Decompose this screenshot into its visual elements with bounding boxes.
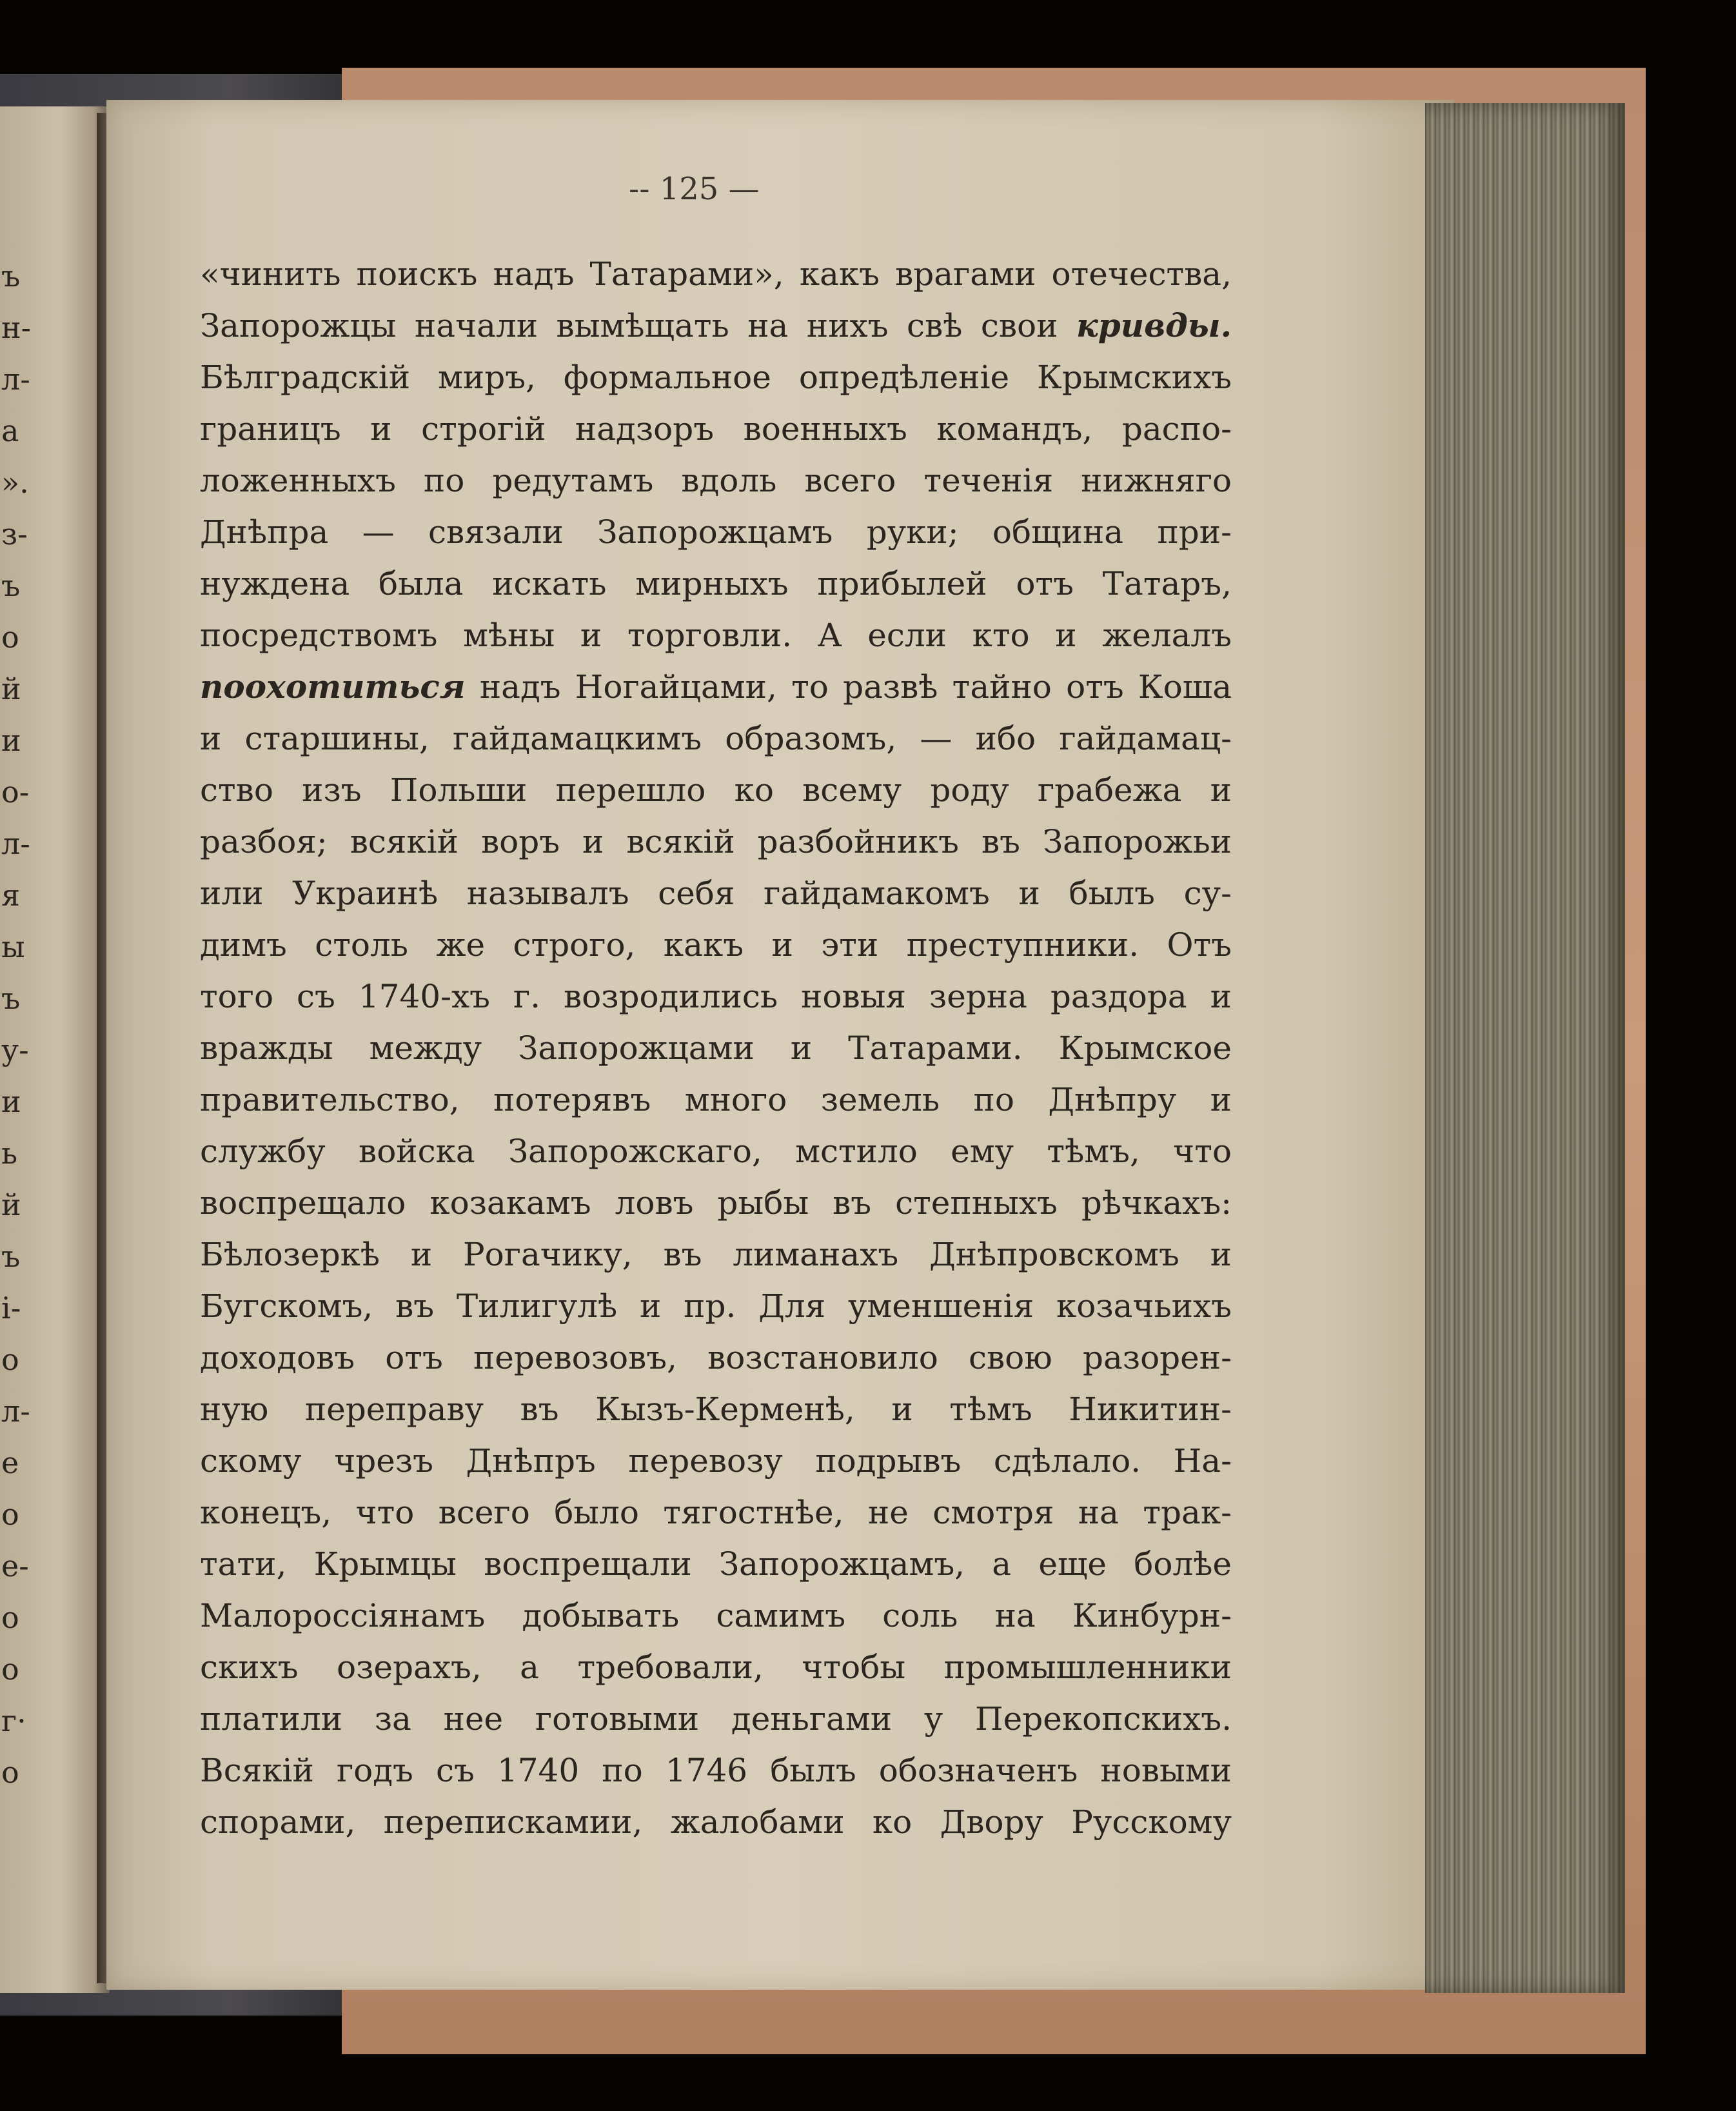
text-line: спорами, перепискамии, жалобами ко Двору Русскому bbox=[200, 1803, 1232, 1841]
left-page-char: ь bbox=[1, 1136, 18, 1171]
text-line: границъ и строгій надзоръ военныхъ командъ, распо- bbox=[200, 410, 1232, 448]
text-line: воспрещало козакамъ ловъ рыбы въ степныхъ рѣчкахъ: bbox=[200, 1184, 1232, 1222]
text-line: Запорожцы начали вымѣщать на нихъ свѣ свои кривды. bbox=[200, 306, 1232, 344]
left-page-char: о- bbox=[1, 775, 30, 809]
left-page-char: й bbox=[1, 671, 21, 706]
left-page-char: з- bbox=[1, 517, 28, 551]
text-line: разбоя; всякій воръ и всякій разбойникъ въ Запорожьи bbox=[200, 823, 1232, 860]
left-page-char: л- bbox=[1, 362, 30, 397]
text-line: ложенныхъ по редутамъ вдоль всего теченія нижняго bbox=[200, 462, 1232, 499]
text-line: посредствомъ мѣны и торговли. А если кто и желалъ bbox=[200, 617, 1232, 654]
left-page-char: ». bbox=[1, 465, 29, 500]
left-page-char: л- bbox=[1, 1394, 30, 1429]
left-page-char: ъ bbox=[1, 568, 21, 603]
text-line: димъ столь же строго, какъ и эти преступники. Отъ bbox=[200, 926, 1232, 964]
left-page-char: е bbox=[1, 1445, 19, 1480]
left-page-char: г· bbox=[1, 1703, 26, 1738]
italic-word: кривды. bbox=[1076, 306, 1232, 344]
italic-word: поохотиться bbox=[200, 668, 466, 706]
left-page-char: й bbox=[1, 1187, 21, 1222]
text-line: Бугскомъ, въ Тилигулѣ и пр. Для уменшенія козачьихъ bbox=[200, 1287, 1232, 1325]
left-page-char: и bbox=[1, 723, 21, 758]
text-line: «чинить поискъ надъ Татарами», какъ врагами отечества, bbox=[200, 255, 1232, 293]
text-line: платили за нее готовыми деньгами у Перекопскихъ. bbox=[200, 1700, 1232, 1738]
left-page-char: о bbox=[1, 1600, 19, 1635]
left-page-char: е- bbox=[1, 1549, 29, 1583]
text-line: ство изъ Польши перешло ко всему роду грабежа и bbox=[200, 771, 1232, 809]
text-line: службу войска Запорожскаго, мстило ему тѣмъ, что bbox=[200, 1133, 1232, 1170]
text-line: и старшины, гайдамацкимъ образомъ, — ибо гайдамац- bbox=[200, 720, 1232, 757]
text-line: ную переправу въ Кызъ-Керменѣ, и тѣмъ Никитин- bbox=[200, 1391, 1232, 1428]
text-line: Днѣпра — связали Запорожцамъ руки; община при- bbox=[200, 513, 1232, 551]
left-page-edge bbox=[0, 106, 110, 1993]
page-fore-edge bbox=[1425, 103, 1625, 1993]
text-line: того съ 1740-хъ г. возродились новыя зерна раздора и bbox=[200, 978, 1232, 1015]
left-page-char: о bbox=[1, 1652, 19, 1687]
left-page-char: і- bbox=[1, 1291, 21, 1325]
left-page-char: а bbox=[1, 413, 19, 448]
left-page-char: ъ bbox=[1, 981, 21, 1016]
left-page-char: и bbox=[1, 1084, 21, 1119]
text-line: Бѣлградскій миръ, формальное опредѣленіе Крымскихъ bbox=[200, 359, 1232, 396]
text-line: тати, Крымцы воспрещали Запорожцамъ, а еще болѣе bbox=[200, 1545, 1232, 1583]
left-page-char: я bbox=[1, 878, 21, 913]
left-page-char: о bbox=[1, 1755, 19, 1790]
text-line: или Украинѣ называлъ себя гайдамакомъ и былъ су- bbox=[200, 875, 1232, 912]
left-page-char: у- bbox=[1, 1033, 29, 1067]
text-line: Бѣлозеркѣ и Рогачику, въ лиманахъ Днѣпровскомъ и bbox=[200, 1236, 1232, 1273]
text-line: правительство, потерявъ много земель по Днѣпру и bbox=[200, 1081, 1232, 1118]
left-page-char: л- bbox=[1, 826, 30, 861]
text-line: скихъ озерахъ, а требовали, чтобы промышленники bbox=[200, 1649, 1232, 1686]
text-line: Всякій годъ съ 1740 по 1746 былъ обозначенъ новыми bbox=[200, 1752, 1232, 1789]
text-line: Малороссіянамъ добывать самимъ соль на Кинбурн- bbox=[200, 1597, 1232, 1634]
page-number: -- 125 — bbox=[629, 171, 760, 207]
left-page-char: ъ bbox=[1, 259, 21, 293]
text-line: доходовъ отъ перевозовъ, возстановило свою разорен- bbox=[200, 1339, 1232, 1376]
text-line: поохотиться надъ Ногайцами, то развѣ тайно отъ Коша bbox=[200, 668, 1232, 706]
text-line: скому чрезъ Днѣпръ перевозу подрывъ сдѣлало. На- bbox=[200, 1442, 1232, 1480]
text-line: конецъ, что всего было тягостнѣе, не смотря на трак- bbox=[200, 1494, 1232, 1531]
text-line: нуждена была искать мирныхъ прибылей отъ Татаръ, bbox=[200, 565, 1232, 602]
left-page-char: о bbox=[1, 620, 19, 655]
left-page-char: о bbox=[1, 1342, 19, 1377]
left-page-char: ы bbox=[1, 929, 25, 964]
left-page-char: ъ bbox=[1, 1239, 21, 1274]
left-page-char: н- bbox=[1, 310, 32, 345]
left-page-char: о bbox=[1, 1497, 19, 1532]
text-line: вражды между Запорожцами и Татарами. Крымское bbox=[200, 1029, 1232, 1067]
